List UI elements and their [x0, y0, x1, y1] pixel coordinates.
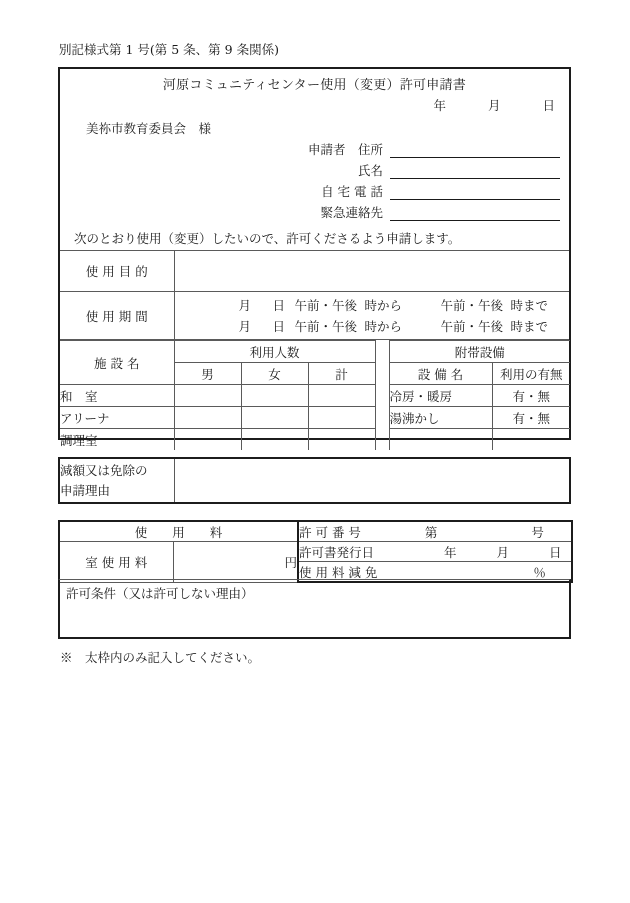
equipment-row-3-use[interactable] — [492, 429, 570, 451]
reduction-label-line1: 減額又は免除の — [60, 462, 148, 478]
issue-date-label: 許可書発行日 — [299, 544, 375, 560]
period1-to-time: 時まで — [510, 297, 549, 313]
application-date-line — [434, 96, 555, 114]
page-title: 河原コミュニティセンター使用（変更）許可申請書 — [162, 78, 467, 93]
facility-row-1-total[interactable] — [308, 385, 375, 407]
facility-subheader-female: 女 — [241, 363, 308, 385]
equipment-subheader-name: 設 備 名 — [389, 363, 492, 385]
period2-to-time: 時まで — [510, 318, 549, 334]
table-row — [389, 407, 570, 429]
issue-date-row — [298, 542, 572, 562]
fee-header-row — [59, 521, 572, 542]
applicant-phone-input[interactable] — [390, 184, 560, 200]
issue-month-label: 月 — [496, 544, 509, 560]
period-line-2 — [175, 316, 570, 337]
facility-equipment-row — [60, 340, 569, 451]
facility-subheader-male: 男 — [174, 363, 241, 385]
reduction-row — [60, 459, 569, 502]
equipment-table — [389, 340, 571, 450]
facility-row-1-male[interactable] — [174, 385, 241, 407]
table-gap-divider — [376, 340, 389, 450]
fee-table — [58, 520, 573, 583]
usage-table — [60, 250, 569, 450]
applicant-address-row — [265, 137, 560, 158]
period2-from-time: 時から — [364, 318, 403, 334]
period-line-1 — [175, 295, 570, 316]
facility-equipment-cell — [60, 340, 569, 451]
applicant-phone-label: 自 宅 電 話 — [321, 184, 383, 199]
applicant-name-label: 氏名 — [357, 163, 383, 178]
equipment-row-2-use[interactable]: 有・無 — [492, 407, 570, 429]
facility-name-header: 施 設 名 — [60, 341, 174, 385]
period-label: 使 用 期 間 — [60, 292, 174, 340]
period2-day: 日 — [272, 318, 286, 334]
equipment-header-row — [389, 341, 570, 363]
room-fee-input[interactable] — [173, 542, 298, 583]
period1-to-ampm: 午前・午後 — [440, 297, 504, 313]
room-fee-currency: 円 — [284, 554, 298, 570]
addressee: 美祢市教育委員会 様 — [86, 121, 212, 136]
reduction-input[interactable] — [175, 459, 570, 502]
form-number: 別記様式第 1 号(第 5 条、第 9 条関係) — [59, 42, 279, 57]
applicant-block — [265, 137, 560, 221]
table-row — [389, 385, 570, 407]
period-input[interactable] — [174, 292, 569, 340]
facility-equipment-wrap — [60, 340, 569, 450]
issue-year-label: 年 — [444, 544, 457, 560]
period-row — [60, 292, 569, 340]
facility-row-2-total[interactable] — [308, 407, 375, 429]
fee-permit-box — [58, 520, 571, 579]
applicant-emergency-label: 緊急連絡先 — [320, 205, 383, 220]
reduction-reason-box — [58, 457, 571, 504]
issue-day-label: 日 — [548, 544, 562, 560]
date-month-label: 月 — [488, 98, 501, 113]
purpose-label: 使 用 目 的 — [60, 251, 174, 292]
purpose-input[interactable] — [174, 251, 569, 292]
fee-amount-row-1 — [59, 542, 572, 562]
facility-row-1-name: 和 室 — [60, 385, 174, 407]
reduction-table — [60, 459, 569, 502]
permit-number-label: 許 可 番 号 — [299, 524, 361, 540]
facility-count-header: 利用人数 — [174, 341, 375, 363]
equipment-row-1-name: 冷房・暖房 — [389, 385, 492, 407]
applicant-emergency-input[interactable] — [390, 205, 560, 221]
table-row — [60, 407, 375, 429]
equipment-row-2-name: 湯沸かし — [389, 407, 492, 429]
applicant-name-row — [265, 158, 560, 179]
applicant-address-label: 申請者 住所 — [307, 142, 383, 157]
application-main-frame — [58, 67, 571, 448]
permit-conditions-box[interactable] — [58, 579, 571, 639]
equipment-subheader-row — [389, 363, 570, 385]
period2-month: 月 — [238, 318, 252, 334]
reduction-label-line2: 申請理由 — [60, 482, 111, 498]
period2-to-ampm: 午前・午後 — [440, 318, 504, 334]
footnote: ※ 太枠内のみ記入してください。 — [60, 650, 261, 665]
fee-header: 使 用 料 — [59, 521, 298, 542]
date-day-label: 日 — [542, 98, 555, 113]
facility-row-2-female[interactable] — [241, 407, 308, 429]
equipment-subheader-use: 利用の有無 — [492, 363, 570, 385]
period1-from-ampm: 午前・午後 — [294, 297, 358, 313]
discount-label: 使 用 料 減 免 — [299, 564, 378, 580]
facility-row-3-total[interactable] — [308, 429, 375, 451]
applicant-emergency-row — [265, 200, 560, 221]
facility-table — [60, 340, 376, 450]
facility-row-2-name: アリーナ — [60, 407, 174, 429]
table-row — [60, 385, 375, 407]
room-fee-label: 室 使 用 料 — [59, 542, 173, 583]
reduction-label — [60, 459, 175, 502]
applicant-name-input[interactable] — [390, 163, 560, 179]
facility-subheader-total: 計 — [308, 363, 375, 385]
declaration-text: 次のとおり使用（変更）したいので、許可くださるよう申請します。 — [74, 231, 461, 246]
facility-row-2-male[interactable] — [174, 407, 241, 429]
period2-from-ampm: 午前・午後 — [294, 318, 358, 334]
facility-row-3-name: 調理室 — [60, 429, 174, 451]
facility-row-3-female[interactable] — [241, 429, 308, 451]
applicant-address-input[interactable] — [390, 142, 560, 158]
period1-month: 月 — [238, 297, 252, 313]
facility-row-3-male[interactable] — [174, 429, 241, 451]
permit-conditions-label: 許可条件（又は許可しない理由） — [66, 586, 254, 601]
applicant-phone-row — [265, 179, 560, 200]
discount-unit: ％ — [533, 564, 546, 580]
equipment-row-1-use[interactable]: 有・無 — [492, 385, 570, 407]
purpose-row — [60, 251, 569, 292]
facility-header-row-1 — [60, 341, 375, 363]
date-year-label: 年 — [433, 98, 447, 113]
permit-number-row — [298, 521, 572, 542]
period1-from-time: 時から — [364, 297, 403, 313]
permit-number-prefix: 第 — [424, 524, 438, 540]
equipment-header: 附帯設備 — [389, 341, 570, 363]
equipment-row-3-name[interactable] — [389, 429, 492, 451]
period1-day: 日 — [272, 297, 286, 313]
table-row — [389, 429, 570, 451]
table-row — [60, 429, 375, 451]
facility-row-1-female[interactable] — [241, 385, 308, 407]
permit-number-suffix: 号 — [531, 524, 544, 540]
